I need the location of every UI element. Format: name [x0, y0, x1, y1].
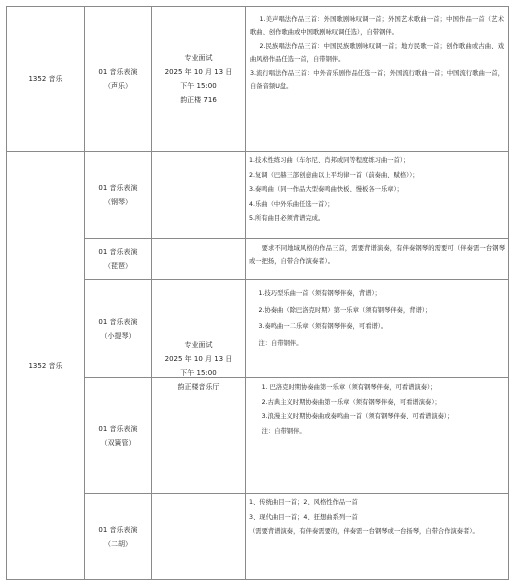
exam-info-cell [152, 7, 245, 151]
column-divider [245, 6, 246, 580]
exam-info: 专业面试 2025 年 10 月 13 日 下午 15:00 韵正楼音乐厅 [164, 340, 233, 391]
requirement-line: 1、传统曲目一首；2、风格性作品一首 [249, 499, 358, 506]
table-border-bottom [6, 579, 509, 580]
requirement-line: 注：自带钢伴。 [261, 427, 306, 435]
requirement-line: 3.奏鸣曲一二乐章（须有钢琴伴奏，可看谱）。 [258, 323, 388, 331]
requirement-line: 5.所有曲目必须背谱完成。 [249, 215, 325, 223]
table-border-right [508, 6, 509, 580]
requirements-cell [249, 155, 505, 226]
requirement-line: 1.美声唱法作品三首：外国歌剧咏叹调一首；外国艺术歌曲一首；中国作品一首（艺术歌曲、创作歌曲或中国歌剧咏叹调任选），自带钢伴。 [250, 16, 504, 36]
requirement-line: 1. 巴洛克时期协奏曲第一乐章（须有钢琴伴奏，可看谱演奏）； [261, 384, 437, 391]
direction-cell [85, 152, 151, 238]
direction-label: 01 音乐表演 （琵琶） [98, 248, 138, 270]
requirement-line: 4.乐曲（中外乐曲任选一首）； [249, 200, 334, 208]
requirement-line: 2.复调（巴赫三部创意曲以上平均律一首（前奏曲、赋格））； [249, 171, 419, 179]
direction-label: 01 音乐表演 （二胡） [98, 525, 138, 548]
exam-info: 专业面试 2025 年 10 月 13 日 下午 15:00 韵正楼 716 [164, 54, 233, 104]
requirements-cell [249, 382, 505, 438]
requirement-line: 2.民族唱法作品三首：中国民族歌剧咏叹调一首；地方民歌一首；创作歌曲或古曲、戏曲风格作品任选一首，自带钢伴。 [250, 43, 504, 63]
requirement-line: 要求不同地域风格的作品三首，需要背谱演奏，有伴奏钢琴的需要可（伴奏需一台钢琴或一把扬，自带合作演奏者）。 [249, 245, 505, 265]
requirements-cell [249, 497, 505, 539]
subject-code: 1352 音乐 [28, 361, 63, 370]
direction-cell [85, 280, 151, 377]
requirements-cell [249, 288, 505, 350]
requirement-line: 1.技巧型乐曲一首（须有钢琴伴奏，背谱）； [258, 290, 381, 297]
direction-cell [85, 7, 151, 151]
direction-cell [85, 239, 151, 279]
requirements-cell [250, 14, 504, 94]
subject-code: 1352 音乐 [28, 75, 63, 83]
subject-code-cell [7, 7, 84, 151]
requirement-line: 注：自带钢伴。 [258, 339, 303, 347]
requirements-cell [249, 243, 505, 268]
requirement-line: （需要背谱演奏，有伴奏需要的，伴奏需一台钢琴或一台扬琴，自带合作演奏者）。 [249, 528, 479, 536]
requirement-line: 2.古典主义时期协奏曲第一乐章（须有钢琴伴奏，可看谱演奏）； [261, 398, 441, 406]
direction-label: 01 音乐表演 （双簧管） [98, 424, 138, 447]
requirement-line: 3.流行唱法作品三首：中外音乐剧作品任选一首；外国流行歌曲一首；中国流行歌曲一首，自备音频U盘。 [250, 70, 504, 90]
exam-requirements-table [6, 6, 509, 580]
exam-info-cell [152, 152, 245, 579]
direction-cell [85, 494, 151, 579]
requirement-line: 1.技术性练习曲（车尔尼、肖邦或同等程度练习曲一首）； [249, 157, 410, 164]
direction-label: 01 音乐表演 （钢琴） [98, 184, 138, 206]
requirement-line: 3、现代曲目一首；4、狂想曲系列一首 [249, 513, 358, 521]
direction-label: 01 音乐表演 （声乐） [98, 68, 138, 90]
requirement-line: 3.奏鸣曲（同一作品大型奏鸣曲快板、慢板各一乐章）； [249, 186, 403, 194]
direction-cell [85, 378, 151, 493]
requirement-line: 3.浪漫主义时期协奏曲或奏鸣曲一首（须有钢琴伴奏、可看谱演奏）； [261, 413, 454, 421]
requirement-line: 2.协奏曲（除巴洛克时期）第一乐章（须有钢琴伴奏，背谱）； [258, 306, 432, 314]
direction-label: 01 音乐表演 （小提琴） [98, 317, 138, 340]
subject-code-cell [7, 152, 84, 579]
